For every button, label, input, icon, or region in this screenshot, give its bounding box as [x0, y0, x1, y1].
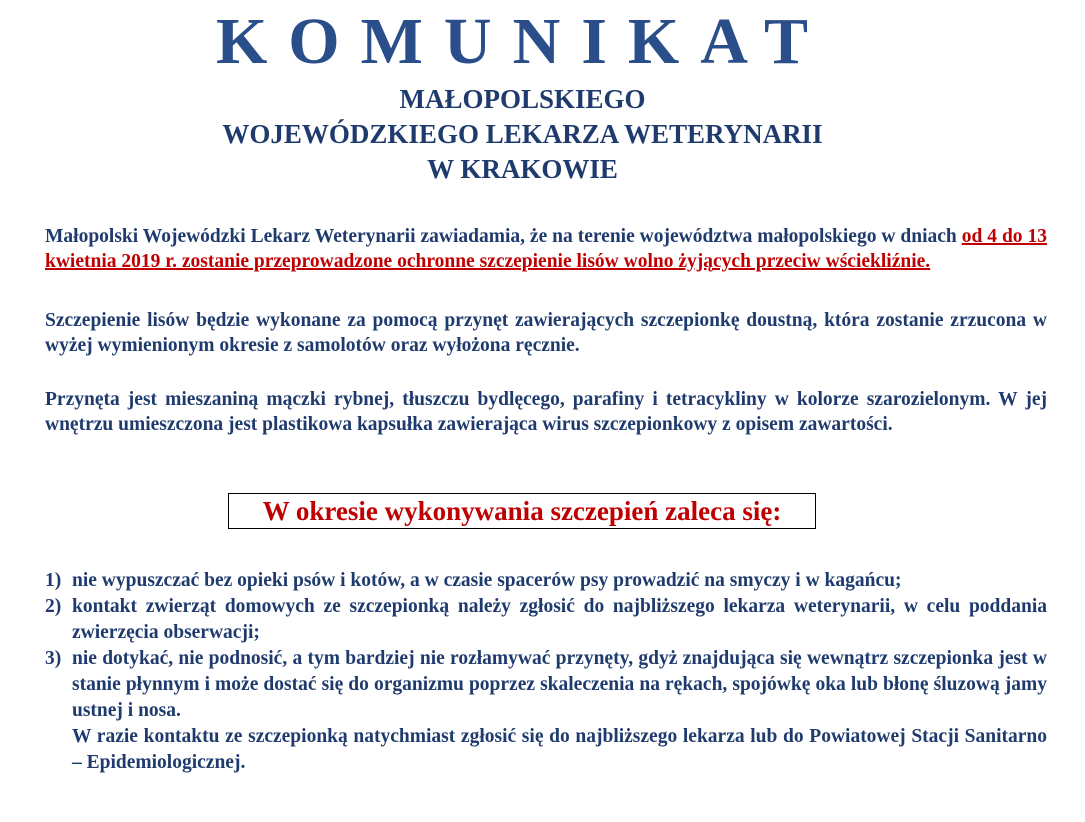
subtitle-line-3: W KRAKOWIE — [427, 154, 618, 184]
intro-text: Małopolski Wojewódzki Lekarz Weterynarii zawiadamia, że na terenie województwa małopolskiego w dniach — [45, 226, 962, 247]
list-item — [45, 568, 1047, 594]
subtitle-line-1: MAŁOPOLSKIEGO — [399, 84, 646, 114]
bait-description-paragraph: Przynęta jest mieszaniną mączki rybnej, tłuszczu bydlęcego, parafiny i tetracykliny w kolorze szarozielonym. W jej wnętrzu umieszczona jest plastikowa kapsułka zawierająca wirus szczepionkowy z opisem zawartości. — [45, 389, 1047, 435]
recommendation-heading-box: W okresie wykonywania szczepień zaleca się: — [228, 493, 816, 529]
closing-instruction: W razie kontaktu ze szczepionką natychmiast zgłosić się do najbliższego lekarza lub do Powiatowej Stacji Sanitarno – Epidemiologicznej. — [72, 726, 1047, 773]
list-item-number: 3) — [45, 648, 62, 669]
list-item — [45, 646, 1047, 724]
vaccination-date-highlight: od 4 do 13 kwietnia 2019 r. zostanie przeprowadzone ochronne szczepienie lisów wolno żyjących przeciw wściekliźnie. — [45, 226, 1047, 272]
list-item-number: 2) — [45, 596, 62, 617]
intro-paragraph — [45, 224, 1047, 274]
list-item-text: kontakt zwierząt domowych ze szczepionką należy zgłosić do najbliższego lekarza weterynarii, w celu poddania zwierzęcia obserwacji; — [72, 596, 1047, 643]
subtitle-line-2: WOJEWÓDZKIEGO LEKARZA WETERYNARII — [222, 119, 823, 149]
recommendation-list — [45, 568, 1047, 776]
list-item — [45, 594, 1047, 646]
list-item-text: nie dotykać, nie podnosić, a tym bardziej nie rozłamywać przynęty, gdyż znajdująca się wewnątrz szczepionka jest w stanie płynnym i może dostać się do organizmu poprzez skaleczenia na rękach, spojówkę oka lub błonę śluzową jamy ustnej i nosa. — [72, 648, 1047, 721]
list-item-number: 1) — [45, 570, 62, 591]
method-paragraph: Szczepienie lisów będzie wykonane za pomocą przynęt zawierających szczepionkę doustną, która zostanie zrzucona w wyżej wymienionym okresie z samolotów oraz wyłożona ręcznie. — [45, 310, 1047, 356]
list-item-text: nie wypuszczać bez opieki psów i kotów, a w czasie spacerów psy prowadzić na smyczy i w kagańcu; — [72, 570, 902, 591]
page-title: KOMUNIKAT — [215, 5, 830, 78]
